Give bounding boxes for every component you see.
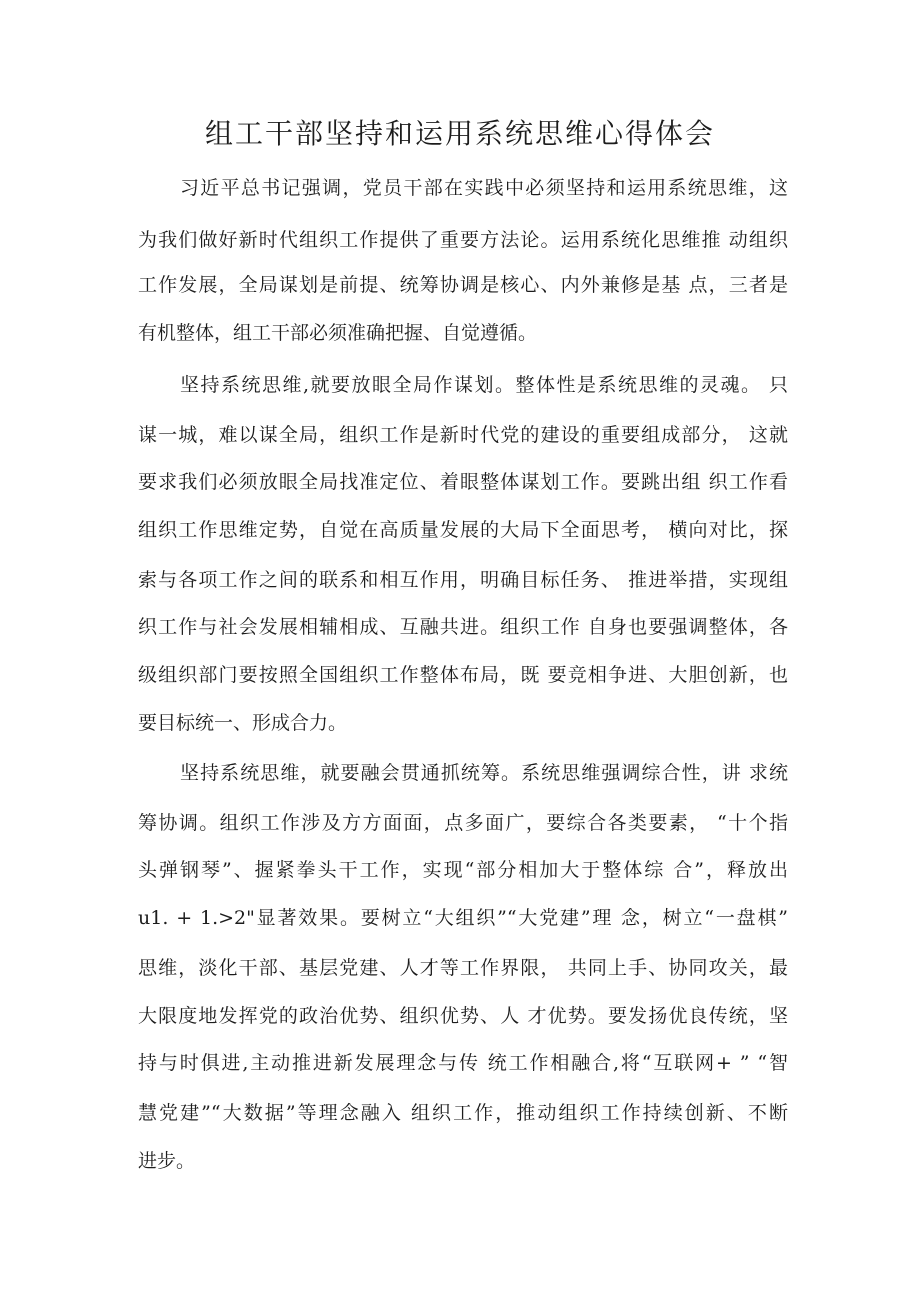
paragraph-line: 谋一城，难以谋全局，组织工作是新时代党的建设的重要组成部分， 这就: [138, 424, 788, 446]
paragraph-line: 持与时俱进,主动推进新发展理念与传 统工作相融合,将“互联网+ ” “智: [138, 1052, 788, 1074]
paragraph-line: u1. + 1.>2"显著效果。要树立“大组织”“大党建”理 念，树立“一盘棋”: [138, 907, 788, 929]
paragraph-line: 索与各项工作之间的联系和相互作用，明确目标任务、 推进举措，实现组: [138, 569, 788, 591]
paragraph-line: 习近平总书记强调，党员干部在实践中必须坚持和运用系统思维，这: [180, 177, 788, 199]
paragraph-line: 进步。: [138, 1150, 196, 1172]
paragraph-line: 为我们做好新时代组织工作提供了重要方法论。运用系统化思维推 动组织: [138, 229, 788, 251]
paragraph-line: 坚持系统思维,就要放眼全局作谋划。整体性是系统思维的灵魂。 只: [180, 374, 788, 396]
document-title: 组工干部坚持和运用系统思维心得体会: [204, 117, 715, 150]
paragraph-line: 组织工作思维定势，自觉在高质量发展的大局下全面思考， 横向对比，探: [138, 519, 788, 541]
paragraph-line: 要目标统一、形成合力。: [138, 712, 348, 734]
paragraph-line: 工作发展，全局谋划是前提、统筹协调是核心、内外兼修是基 点，三者是: [138, 274, 788, 296]
paragraph-line: 头弹钢琴”、握紧拳头干工作，实现“部分相加大于整体综 合”，释放出: [138, 859, 788, 881]
paragraph-line: 坚持系统思维，就要融会贯通抓统筹。系统思维强调综合性，讲 求统: [180, 762, 788, 784]
paragraph-line: 要求我们必须放眼全局找准定位、着眼整体谋划工作。要跳出组 织工作看: [138, 471, 788, 493]
paragraph-line: 级组织部门要按照全国组织工作整体布局，既 要竞相争进、大胆创新，也: [138, 664, 788, 686]
paragraph-line: 慧党建”“大数据”等理念融入 组织工作，推动组织工作持续创新、不断: [138, 1102, 788, 1124]
paragraph-line: 有机整体，组工干部必须准确把握、自觉遵循。: [138, 322, 538, 344]
paragraph-line: 大限度地发挥党的政治优势、组织优势、人 才优势。要发扬优良传统，坚: [138, 1005, 788, 1027]
paragraph-line: 思维，淡化干部、基层党建、人才等工作界限， 共同上手、协同攻关，最: [138, 957, 788, 979]
paragraph-line: 织工作与社会发展相辅相成、互融共进。组织工作 自身也要强调整体，各: [138, 616, 788, 638]
paragraph-line: 筹协调。组织工作涉及方方面面，点多面广，要综合各类要素， “十个指: [138, 812, 788, 834]
